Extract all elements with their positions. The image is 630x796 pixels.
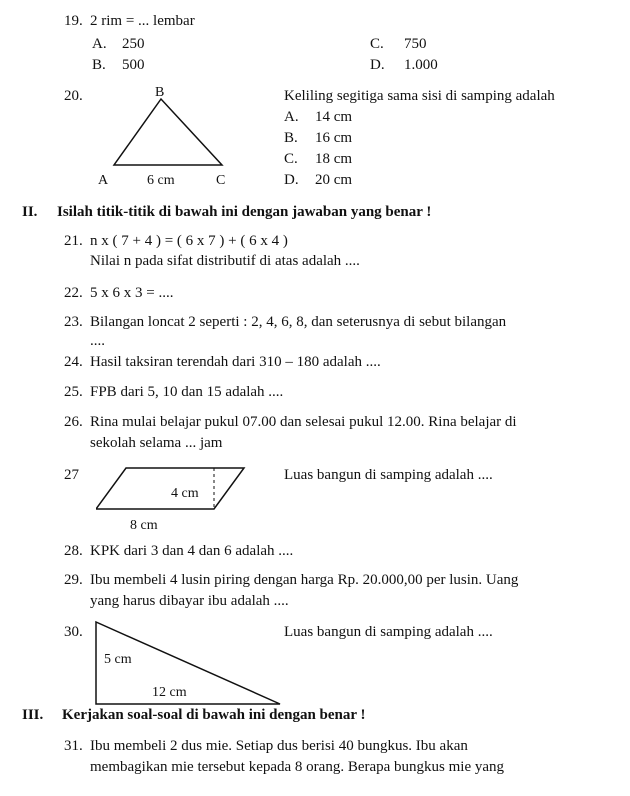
question-text: Hasil taksiran terendah dari 310 – 180 adalah ....	[90, 354, 381, 370]
section-number: III.	[22, 707, 44, 723]
option-value: 500	[122, 57, 145, 73]
question-number: 19.	[64, 13, 83, 29]
question-number: 28.	[64, 543, 83, 559]
question-text-continued: yang harus dibayar ibu adalah ....	[90, 593, 289, 609]
section-title: Kerjakan soal-soal di bawah ini dengan benar !	[62, 707, 366, 723]
question-text-continued: membagikan mie tersebut kepada 8 orang. Berapa bungkus mie yang	[90, 759, 505, 775]
question-text: n x ( 7 + 4 ) = ( 6 x 7 ) + ( 6 x 4 )	[90, 233, 288, 249]
option-value: 750	[404, 36, 427, 52]
question-text: Rina mulai belajar pukul 07.00 dan selesai pukul 12.00. Rina belajar di	[90, 414, 517, 430]
parallelogram-figure	[96, 466, 256, 536]
question-number: 29.	[64, 572, 83, 588]
base-label: 8 cm	[130, 518, 158, 533]
question-text: Ibu membeli 4 lusin piring dengan harga Rp. 20.000,00 per lusin. Uang	[90, 572, 519, 588]
option-label: D.	[370, 57, 385, 73]
question-number: 24.	[64, 354, 83, 370]
parallelogram-shape	[96, 468, 244, 509]
option-value: 20 cm	[315, 172, 353, 188]
section-title: Isilah titik-titik di bawah ini dengan jawaban yang benar !	[57, 204, 432, 220]
equilateral-triangle-figure	[90, 84, 250, 190]
height-label: 4 cm	[171, 486, 199, 501]
question-number: 23.	[64, 314, 83, 330]
option-value: 16 cm	[315, 130, 353, 146]
option-label: C.	[370, 36, 384, 52]
option-value: 14 cm	[315, 109, 353, 125]
question-number: 26.	[64, 414, 83, 430]
question-text: Bilangan loncat 2 seperti : 2, 4, 6, 8, dan seterusnya di sebut bilangan	[90, 314, 507, 330]
question-number: 25.	[64, 384, 83, 400]
right-triangle-figure	[90, 617, 290, 709]
question-text: KPK dari 3 dan 4 dan 6 adalah ....	[90, 543, 294, 559]
question-number: 20.	[64, 88, 83, 104]
question-text: 5 x 6 x 3 = ....	[90, 285, 174, 301]
question-text: 2 rim = ... lembar	[90, 13, 195, 29]
option-label: A.	[92, 36, 107, 52]
triangle-shape	[114, 99, 222, 165]
option-value: 250	[122, 36, 145, 52]
question-text-continued: Nilai n pada sifat distributif di atas adalah ....	[90, 253, 360, 269]
question-number: 22.	[64, 285, 83, 301]
vertex-label-a: A	[98, 173, 109, 188]
option-label: B.	[92, 57, 106, 73]
question-text-continued: ....	[90, 333, 105, 349]
section-number: II.	[22, 204, 38, 220]
question-number: 27	[64, 467, 79, 483]
option-label: C.	[284, 151, 298, 167]
question-text-continued: sekolah selama ... jam	[90, 435, 223, 451]
question-number: 31.	[64, 738, 83, 754]
option-label: D.	[284, 172, 299, 188]
option-label: B.	[284, 130, 298, 146]
question-text: Keliling segitiga sama sisi di samping adalah	[284, 88, 555, 104]
vertex-label-b: B	[155, 85, 165, 100]
side-length-label: 6 cm	[147, 173, 175, 188]
question-text: Luas bangun di samping adalah ....	[284, 467, 493, 483]
option-label: A.	[284, 109, 299, 125]
question-text: FPB dari 5, 10 dan 15 adalah ....	[90, 384, 284, 400]
base-label: 12 cm	[152, 685, 187, 700]
question-number: 30.	[64, 624, 83, 640]
question-text: Luas bangun di samping adalah ....	[284, 624, 493, 640]
height-label: 5 cm	[104, 652, 132, 667]
option-value: 18 cm	[315, 151, 353, 167]
question-number: 21.	[64, 233, 83, 249]
option-value: 1.000	[404, 57, 438, 73]
question-text: Ibu membeli 2 dus mie. Setiap dus berisi 40 bungkus. Ibu akan	[90, 738, 468, 754]
vertex-label-c: C	[216, 173, 226, 188]
